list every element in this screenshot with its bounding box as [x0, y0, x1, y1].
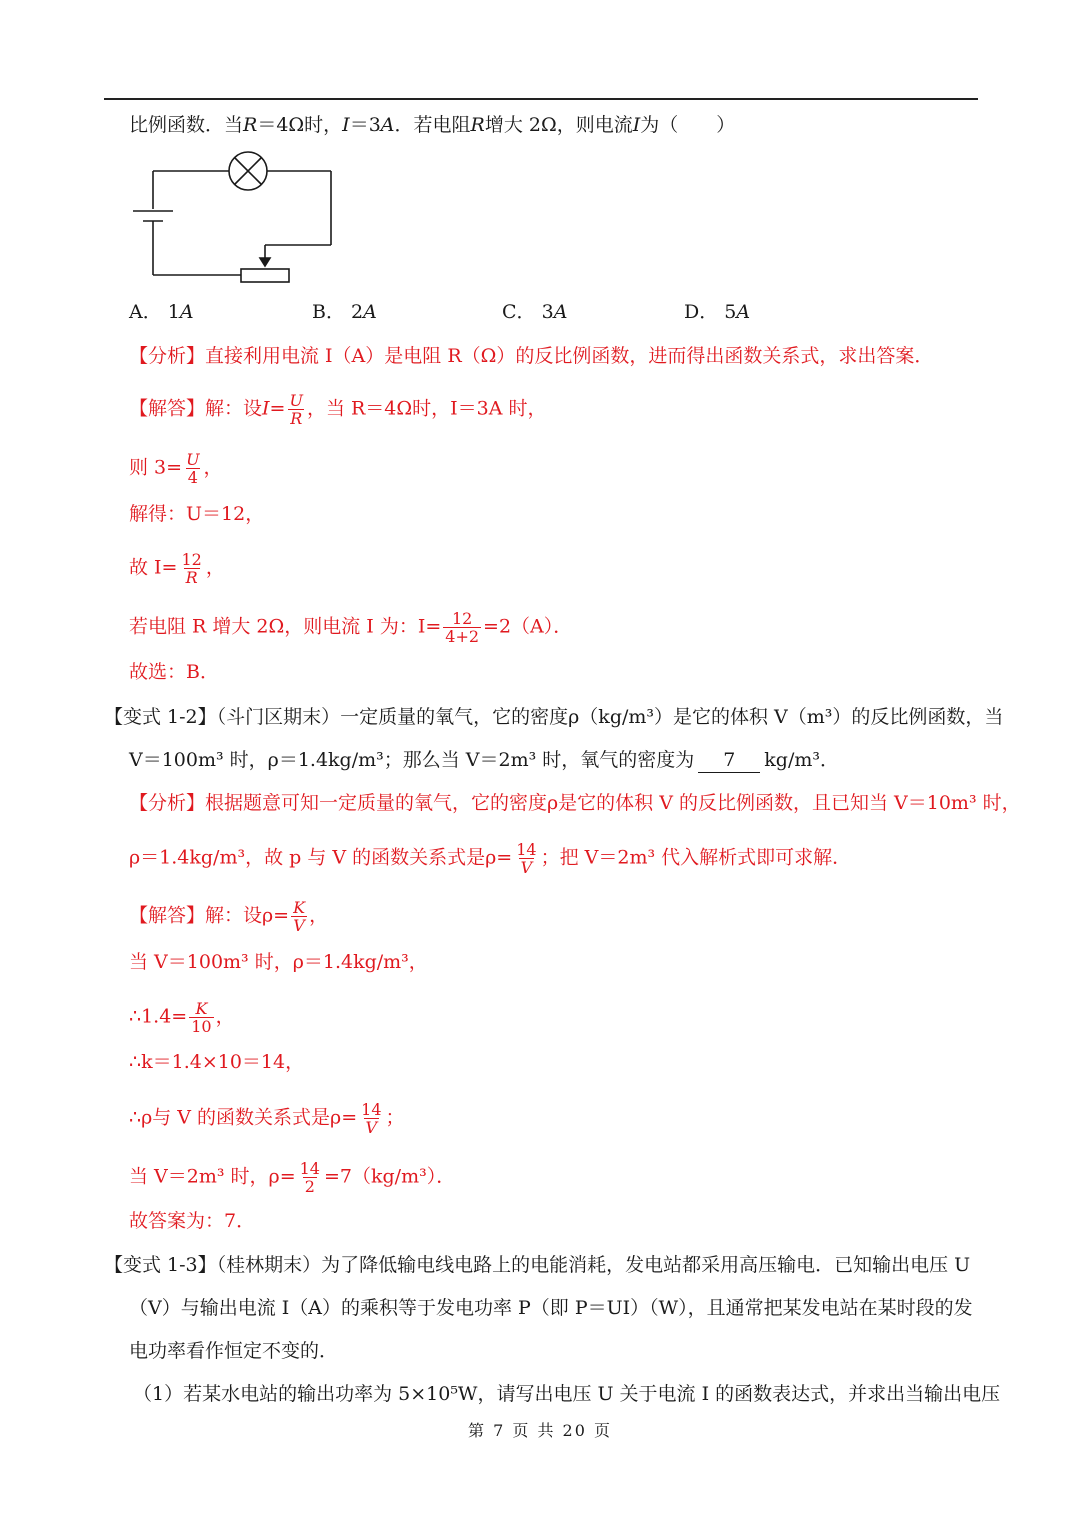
option-a[interactable]: A． 1A: [129, 301, 194, 323]
analysis-2-line2: ρ＝1.4kg/m³，故 p 与 V 的函数关系式是ρ= $\frac{14}{V}$ ；把 V＝2m³ 代入解析式即可求解．: [129, 840, 852, 877]
page-number: 第 7 页 共 20 页: [468, 1421, 612, 1440]
option-d[interactable]: D． 5A: [684, 301, 751, 323]
question-stem: 比例函数．当R＝4Ω时，I＝3A．若电阻R增大 2Ω，则电流I为（ ）: [129, 114, 736, 136]
variant-tag: 【变式 1-3】: [104, 1254, 217, 1276]
answer-1-step5: 若电阻 R 增大 2Ω，则电流 I 为：I= $\frac{12}{4+2}$ =2（A）．: [129, 609, 573, 646]
answer-2-step5: ∴ρ与 V 的函数关系式是ρ= $\frac{14}{V}$ ；: [129, 1100, 405, 1137]
analysis-2-line1: 【分析】根据题意可知一定质量的氧气，它的密度ρ是它的体积 V 的反比例函数，且已知当 V＝10m³ 时，: [129, 792, 1021, 814]
answer-1-step3: 解得：U＝12，: [129, 503, 265, 525]
variant-1-2-stem-line2: V＝100m³ 时，ρ＝1.4kg/m³；那么当 V＝2m³ 时，氧气的密度为 7 kg/m³．: [129, 749, 839, 771]
option-c[interactable]: C． 3A: [502, 301, 568, 323]
analysis-tag: 【分析】: [129, 345, 206, 367]
answer-2-step6: 当 V＝2m³ 时，ρ= $\frac{14}{2}$ =7（kg/m³）．: [129, 1159, 456, 1196]
analysis-tag: 【分析】: [129, 792, 206, 814]
variant-1-3-stem-line3: 电功率看作恒定不变的．: [129, 1340, 339, 1362]
answer-2-step7: 故答案为：7．: [129, 1210, 256, 1232]
answer-2-step2: 当 V＝100m³ 时，ρ＝1.4kg/m³，: [129, 951, 428, 973]
rheostat-icon: [241, 269, 289, 282]
answer-tag: 【解答】: [129, 904, 206, 927]
answer-tag: 【解答】: [129, 397, 206, 420]
variant-1-2-stem-line1: 【变式 1-2】（斗门区期末）一定质量的氧气，它的密度ρ（kg/m³）是它的体积 V（m³）的反比例函数，当: [104, 706, 1004, 728]
answer-2-step4: ∴k＝1.4×10＝14，: [129, 1051, 305, 1073]
answer-2-step3: ∴1.4= $\frac{K}{10}$ ，: [129, 999, 235, 1036]
variant-1-3-question-1: （1）若某水电站的输出功率为 5×10⁵W，请写出电压 U 关于电流 I 的函数表达式，并求出当输出电压: [133, 1383, 1001, 1405]
option-b[interactable]: B． 2A: [312, 301, 377, 323]
variant-1-3-stem-line2: （V）与输出电流 I（A）的乘积等于发电功率 P（即 P＝UI）（W），且通常把某发电站在某时段的发: [129, 1297, 973, 1319]
answer-1-step1: 【解答】解：设I= $\frac{U}{R}$ ，当 R＝4Ω时，I＝3A 时，: [129, 391, 547, 428]
answer-1-step4: 故 I= $\frac{12}{R}$ ，: [129, 550, 225, 587]
header-rule: [104, 98, 978, 100]
battery-icon: [133, 211, 173, 221]
circuit-diagram: [125, 145, 340, 290]
variant-1-3-stem-line1: 【变式 1-3】（桂林期末）为了降低输电线电路上的电能消耗，发电站都采用高压输电．已知输出电压 U: [104, 1254, 971, 1276]
answer-1-step2: 则 3= $\frac{U}{4}$ ，: [129, 450, 223, 487]
variant-tag: 【变式 1-2】: [104, 706, 217, 728]
analysis-1: 【分析】直接利用电流 I（A）是电阻 R（Ω）的反比例函数，进而得出函数关系式，求出答案．: [129, 345, 934, 367]
rheostat-slider-icon: [260, 245, 270, 266]
answer-1-step6: 故选：B．: [129, 661, 219, 683]
answer-2-step1: 【解答】解：设ρ= $\frac{K}{V}$ ，: [129, 898, 329, 935]
lamp-icon: [229, 152, 267, 190]
answer-blank[interactable]: 7: [698, 748, 760, 773]
